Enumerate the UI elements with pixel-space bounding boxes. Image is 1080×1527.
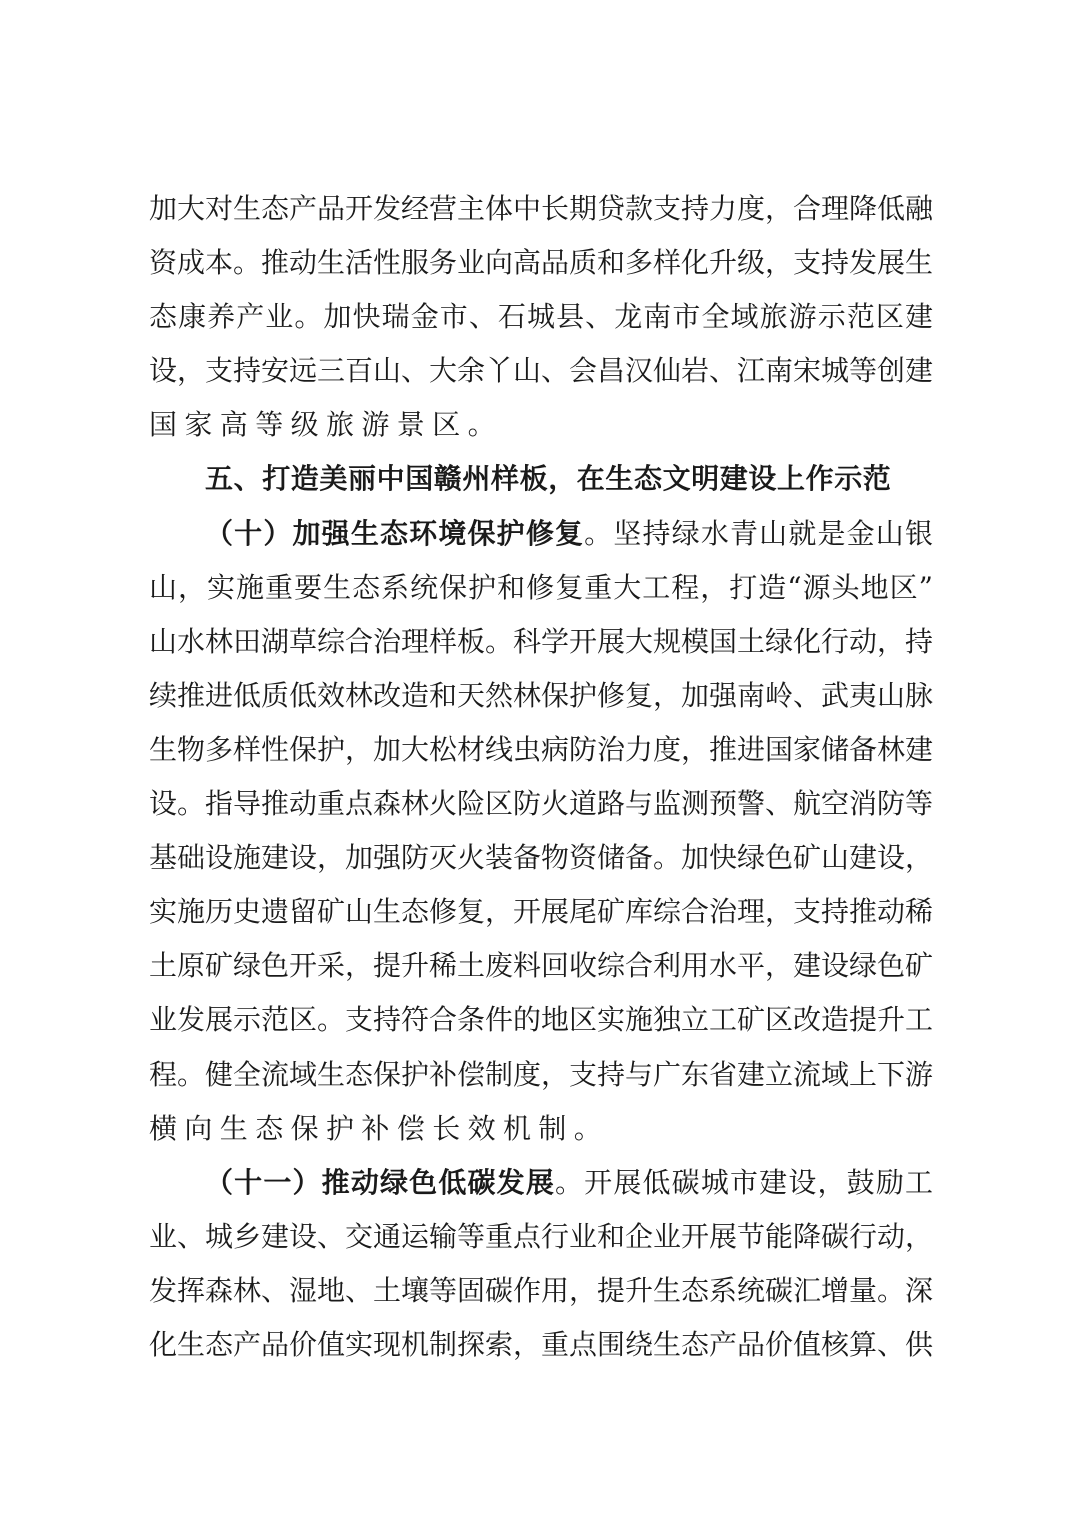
paragraph-line: 业、城乡建设、交通运输等重点行业和企业开展节能降碳行动， — [149, 1219, 934, 1253]
paragraph-line: 程。健全流域生态保护补偿制度，支持与广东省建立流域上下游 — [149, 1057, 934, 1091]
paragraph-line: 化生态产品价值实现机制探索，重点围绕生态产品价值核算、供 — [149, 1327, 934, 1361]
paragraph-line: 资成本。推动生活性服务业向高品质和多样化升级，支持发展生 — [149, 246, 934, 280]
paragraph-line: 山水林田湖草综合治理样板。科学开展大规模国土绿化行动，持 — [149, 624, 934, 658]
paragraph-line: 国家高等级旅游景区。 — [149, 408, 504, 442]
paragraph-line: 加大对生态产品开发经营主体中长期贷款支持力度，合理降低融 — [149, 192, 934, 225]
paragraph-line: 土原矿绿色开采，提升稀土废料回收综合利用水平，建设绿色矿 — [149, 949, 934, 983]
paragraph-line: 业发展示范区。支持符合条件的地区实施独立工矿区改造提升工 — [149, 1003, 934, 1037]
section-heading: 五、打造美丽中国赣州样板，在生态文明建设上作示范 — [205, 462, 892, 496]
paragraph-line: 山，实施重要生态系统保护和修复重大工程，打造“源头地区” — [149, 570, 933, 604]
paragraph-line: 设。指导推动重点森林火险区防火道路与监测预警、航空消防等 — [149, 787, 934, 821]
paragraph-line: 基础设施建设，加强防灭火装备物资储备。加快绿色矿山建设， — [149, 841, 934, 875]
paragraph-line: 续推进低质低效林改造和天然林保护修复，加强南岭、武夷山脉 — [149, 678, 934, 712]
document-body — [149, 182, 933, 1372]
item-11-first-line — [149, 1156, 933, 1210]
paragraph-line: 设，支持安远三百山、大余丫山、会昌汉仙岩、江南宋城等创建 — [149, 354, 934, 388]
item-10-first-line-text: 。坚持绿水青山就是金山银 — [584, 516, 933, 550]
item-10-lead: （十）加强生态环境保护修复 — [205, 516, 585, 550]
paragraph-line: 实施历史遗留矿山生态修复，开展尾矿库综合治理，支持推动稀 — [149, 895, 934, 929]
item-10-first-line — [149, 507, 933, 561]
paragraph-line: 态康养产业。加快瑞金市、石城县、龙南市全域旅游示范区建 — [149, 300, 933, 334]
paragraph-line: 生物多样性保护，加大松材线虫病防治力度，推进国家储备林建 — [149, 732, 934, 766]
paragraph-line: 发挥森林、湿地、土壤等固碳作用，提升生态系统碳汇增量。深 — [149, 1273, 934, 1307]
paragraph-line: 横向生态保护补偿长效机制。 — [149, 1111, 610, 1145]
item-11-lead: （十一）推动绿色低碳发展 — [205, 1165, 555, 1199]
item-11-first-line-text: 。开展低碳城市建设，鼓励工 — [555, 1165, 933, 1199]
